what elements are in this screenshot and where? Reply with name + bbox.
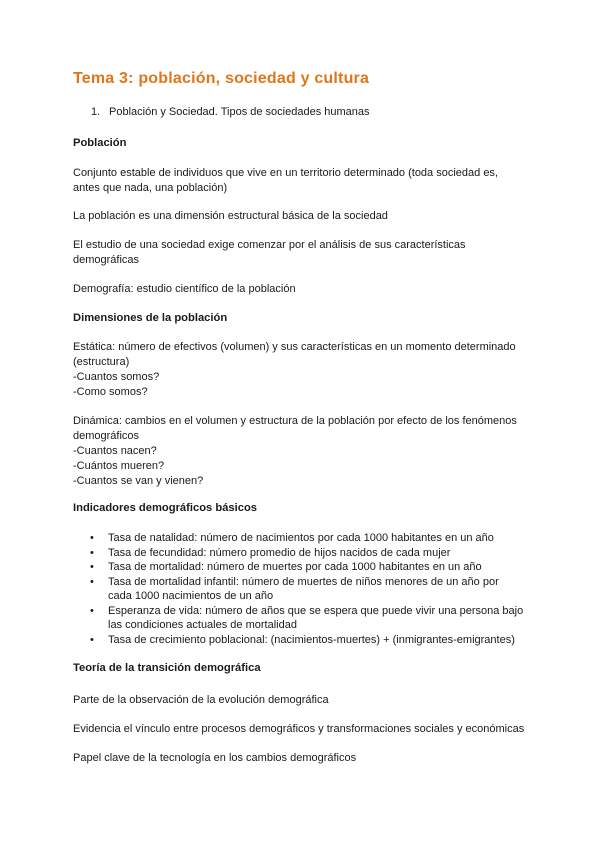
text-line: Estática: número de efectivos (volumen) y sus características en un momento determinado bbox=[73, 341, 516, 353]
paragraph-demografia: Demografía: estudio científico de la población bbox=[73, 283, 296, 295]
text-line: • Tasa de mortalidad: número de muertes por cada 1000 habitantes en un año bbox=[108, 561, 482, 573]
text-line: -Cuantos se van y vienen? bbox=[73, 475, 204, 487]
text-line: • Tasa de crecimiento poblacional: (nacimientos-muertes) + (inmigrantes-emigrantes) bbox=[108, 633, 515, 646]
text-line: demográficos bbox=[73, 430, 140, 442]
text-line: -Cuantos nacen? bbox=[73, 445, 157, 457]
paragraph-estudio bbox=[73, 238, 533, 268]
section-heading-dimensiones: Dimensiones de la población bbox=[73, 312, 228, 324]
text-line: demográficas bbox=[73, 254, 140, 266]
section-heading-teoria: Teoría de la transición demográfica bbox=[73, 662, 261, 674]
text-line: • Esperanza de vida: número de años que se espera que puede vivir una persona bajo bbox=[108, 604, 524, 617]
section-heading-poblacion: Población bbox=[73, 137, 127, 149]
text-line: Dinámica: cambios en el volumen y estructura de la población por efecto de los fenómenos bbox=[73, 415, 517, 427]
paragraph-definicion bbox=[73, 166, 533, 196]
paragraph-estatica bbox=[73, 340, 533, 400]
paragraph-tecnologia: Papel clave de la tecnología en los cambios demográficos bbox=[73, 752, 357, 764]
paragraph-dimension: La población es una dimensión estructural básica de la sociedad bbox=[73, 210, 388, 222]
text-line: -Como somos? bbox=[73, 386, 148, 398]
text-line: • Tasa de natalidad: número de nacimientos por cada 1000 habitantes en un año bbox=[108, 532, 494, 544]
text-line: antes que nada, una población) bbox=[73, 182, 228, 194]
list-item bbox=[90, 575, 540, 604]
paragraph-dinamica bbox=[73, 414, 533, 489]
text-line: -Cuantos somos? bbox=[73, 371, 160, 383]
text-line: cada 1000 nacimientos de un año bbox=[108, 590, 274, 602]
text-line: Conjunto estable de individuos que vive en un territorio determinado (toda sociedad es, bbox=[73, 167, 498, 179]
list-item-text: Población y Sociedad. Tipos de sociedades humanas bbox=[109, 106, 370, 118]
list-number: 1. bbox=[91, 106, 101, 118]
text-line: El estudio de una sociedad exige comenzar por el análisis de sus características bbox=[73, 239, 466, 251]
list-item bbox=[90, 531, 540, 546]
list-item bbox=[90, 633, 540, 648]
paragraph-vinculo: Evidencia el vínculo entre procesos demográficos y transformaciones sociales y económicas bbox=[73, 723, 525, 735]
numbered-list-item bbox=[91, 106, 370, 118]
text-line: las condiciones actuales de mortalidad bbox=[108, 619, 297, 631]
list-item bbox=[90, 546, 540, 561]
text-line: (estructura) bbox=[73, 356, 130, 368]
section-heading-indicadores: Indicadores demográficos básicos bbox=[73, 502, 258, 514]
page-title: Tema 3: población, sociedad y cultura bbox=[73, 70, 370, 87]
bullet-list bbox=[90, 531, 540, 647]
text-line: -Cuántos mueren? bbox=[73, 460, 165, 472]
text-line: • Tasa de mortalidad infantil: número de muertes de niños menores de un año por bbox=[108, 575, 499, 588]
text-line: • Tasa de fecundidad: número promedio de hijos nacidos de cada mujer bbox=[108, 546, 451, 559]
paragraph-observacion: Parte de la observación de la evolución demográfica bbox=[73, 694, 329, 706]
list-item bbox=[90, 604, 540, 633]
list-item bbox=[90, 560, 540, 575]
